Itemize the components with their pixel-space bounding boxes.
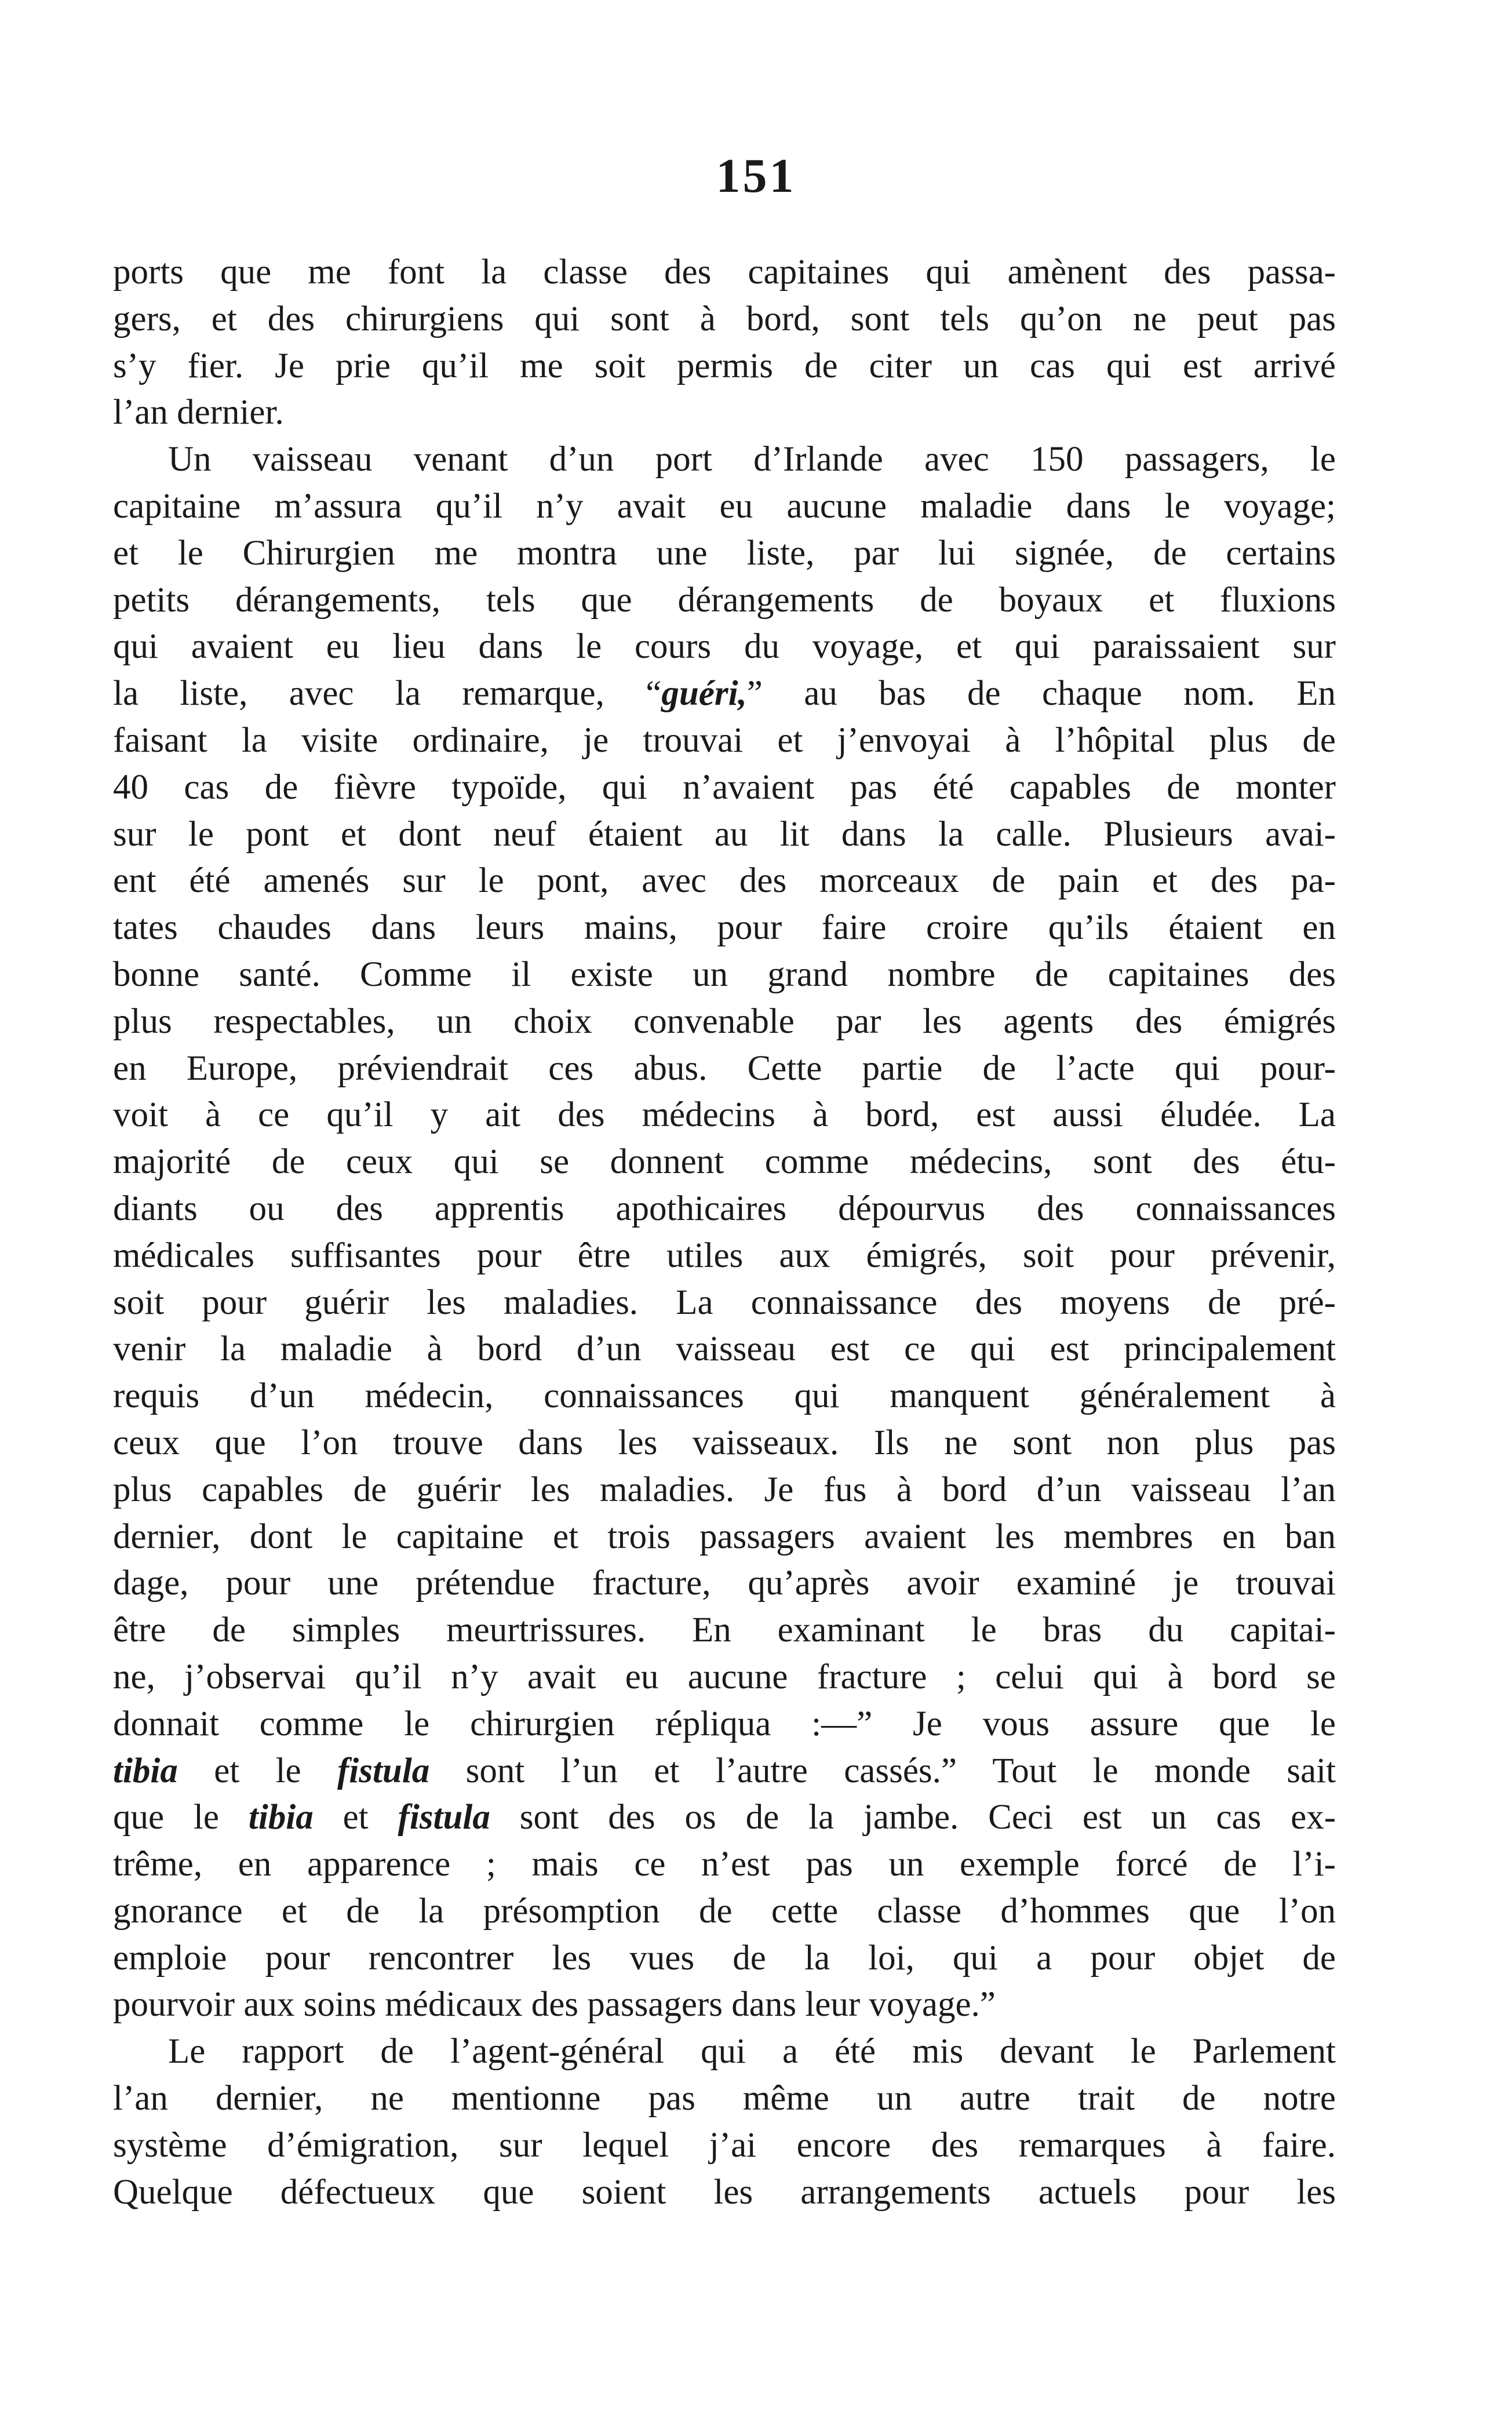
text-line: ceux que l’on trouve dans les vaisseaux. Ils ne sont non plus pas: [113, 1423, 1336, 1462]
text-line: ent été amenés sur le pont, avec des morceaux de pain et des pa-: [113, 861, 1336, 901]
text-line: venir la maladie à bord d’un vaisseau est ce qui est principalement: [113, 1330, 1336, 1369]
italic-word: tibia: [248, 1798, 314, 1837]
text-line: bonne santé. Comme il existe un grand nombre de capitaines des: [113, 955, 1336, 994]
text-line: pourvoir aux soins médicaux des passagers dans leur voyage.”: [113, 1985, 996, 2024]
text-line: majorité de ceux qui se donnent comme médecins, sont des étu-: [113, 1142, 1336, 1182]
text-line: en Europe, préviendrait ces abus. Cette partie de l’acte qui pour-: [113, 1048, 1336, 1088]
text-line: requis d’un médecin, connaissances qui manquent généralement à: [113, 1376, 1336, 1416]
text-line: donnait comme le chirurgien répliqua :—” Je vous assure que le: [113, 1704, 1336, 1743]
text-line: qui avaient eu lieu dans le cours du voyage, et qui paraissaient sur: [113, 627, 1336, 667]
text-line: emploie pour rencontrer les vues de la loi, qui a pour objet de: [113, 1938, 1336, 1978]
text-line: sur le pont et dont neuf étaient au lit dans la calle. Plusieurs avai-: [113, 814, 1336, 854]
text-line: l’an dernier, ne mentionne pas même un autre trait de notre: [113, 2079, 1336, 2118]
body-text: [113, 249, 1336, 2216]
text-line: que le tibia et fistula sont des os de la jambe. Ceci est un cas ex-: [113, 1798, 1336, 1837]
text-line: gers, et des chirurgiens qui sont à bord, sont tels qu’on ne peut pas: [113, 299, 1336, 338]
text-line: médicales suffisantes pour être utiles aux émigrés, soit pour prévenir,: [113, 1236, 1336, 1275]
italic-word: fistula: [337, 1751, 430, 1790]
text-line: Quelque défectueux que soient les arrangements actuels pour les: [113, 2172, 1336, 2212]
italic-word: fistula: [398, 1798, 490, 1837]
text-line: gnorance et de la présomption de cette classe d’hommes que l’on: [113, 1891, 1336, 1931]
text-line: Le rapport de l’agent-général qui a été mis devant le Parlement: [168, 2032, 1336, 2071]
text-line: plus respectables, un choix convenable par les agents des émigrés: [113, 1002, 1336, 1041]
text-line: s’y fier. Je prie qu’il me soit permis de citer un cas qui est arrivé: [113, 346, 1336, 385]
text-line: ne, j’observai qu’il n’y avait eu aucune fracture ; celui qui à bord se: [113, 1657, 1336, 1696]
text-line: diants ou des apprentis apothicaires dépourvus des connaissances: [113, 1189, 1336, 1228]
italic-word: tibia: [113, 1751, 178, 1790]
text-line: l’an dernier.: [113, 393, 284, 432]
text-line: trême, en apparence ; mais ce n’est pas un exemple forcé de l’i-: [113, 1845, 1336, 1884]
text-line: système d’émigration, sur lequel j’ai encore des remarques à faire.: [113, 2125, 1336, 2165]
text-line: soit pour guérir les maladies. La connaissance des moyens de pré-: [113, 1283, 1336, 1322]
text-line: petits dérangements, tels que dérangements de boyaux et fluxions: [113, 580, 1336, 620]
text-line: tates chaudes dans leurs mains, pour faire croire qu’ils étaient en: [113, 908, 1336, 948]
text-line: Un vaisseau venant d’un port d’Irlande avec 150 passagers, le: [168, 440, 1336, 479]
text-line: la liste, avec la remarque, “guéri,” au bas de chaque nom. En: [113, 674, 1336, 713]
text-line: ports que me font la classe des capitaines qui amènent des passa-: [113, 253, 1336, 292]
italic-word: guéri,: [661, 674, 747, 713]
text-line: capitaine m’assura qu’il n’y avait eu aucune maladie dans le voyage;: [113, 486, 1336, 526]
text-line: voit à ce qu’il y ait des médecins à bord, est aussi éludée. La: [113, 1095, 1336, 1135]
text-line: plus capables de guérir les maladies. Je fus à bord d’un vaisseau l’an: [113, 1470, 1336, 1509]
text-line: être de simples meurtrissures. En examinant le bras du capitai-: [113, 1611, 1336, 1650]
page-number: 151: [716, 149, 796, 203]
text-line: 40 cas de fièvre typoïde, qui n’avaient pas été capables de monter: [113, 767, 1336, 807]
text-line: tibia et le fistula sont l’un et l’autre cassés.” Tout le monde sait: [113, 1751, 1336, 1790]
text-line: dernier, dont le capitaine et trois passagers avaient les membres en ban: [113, 1517, 1336, 1556]
text-line: et le Chirurgien me montra une liste, par lui signée, de certains: [113, 533, 1336, 573]
text-line: dage, pour une prétendue fracture, qu’après avoir examiné je trouvai: [113, 1564, 1336, 1603]
text-line: faisant la visite ordinaire, je trouvai et j’envoyai à l’hôpital plus de: [113, 720, 1336, 760]
